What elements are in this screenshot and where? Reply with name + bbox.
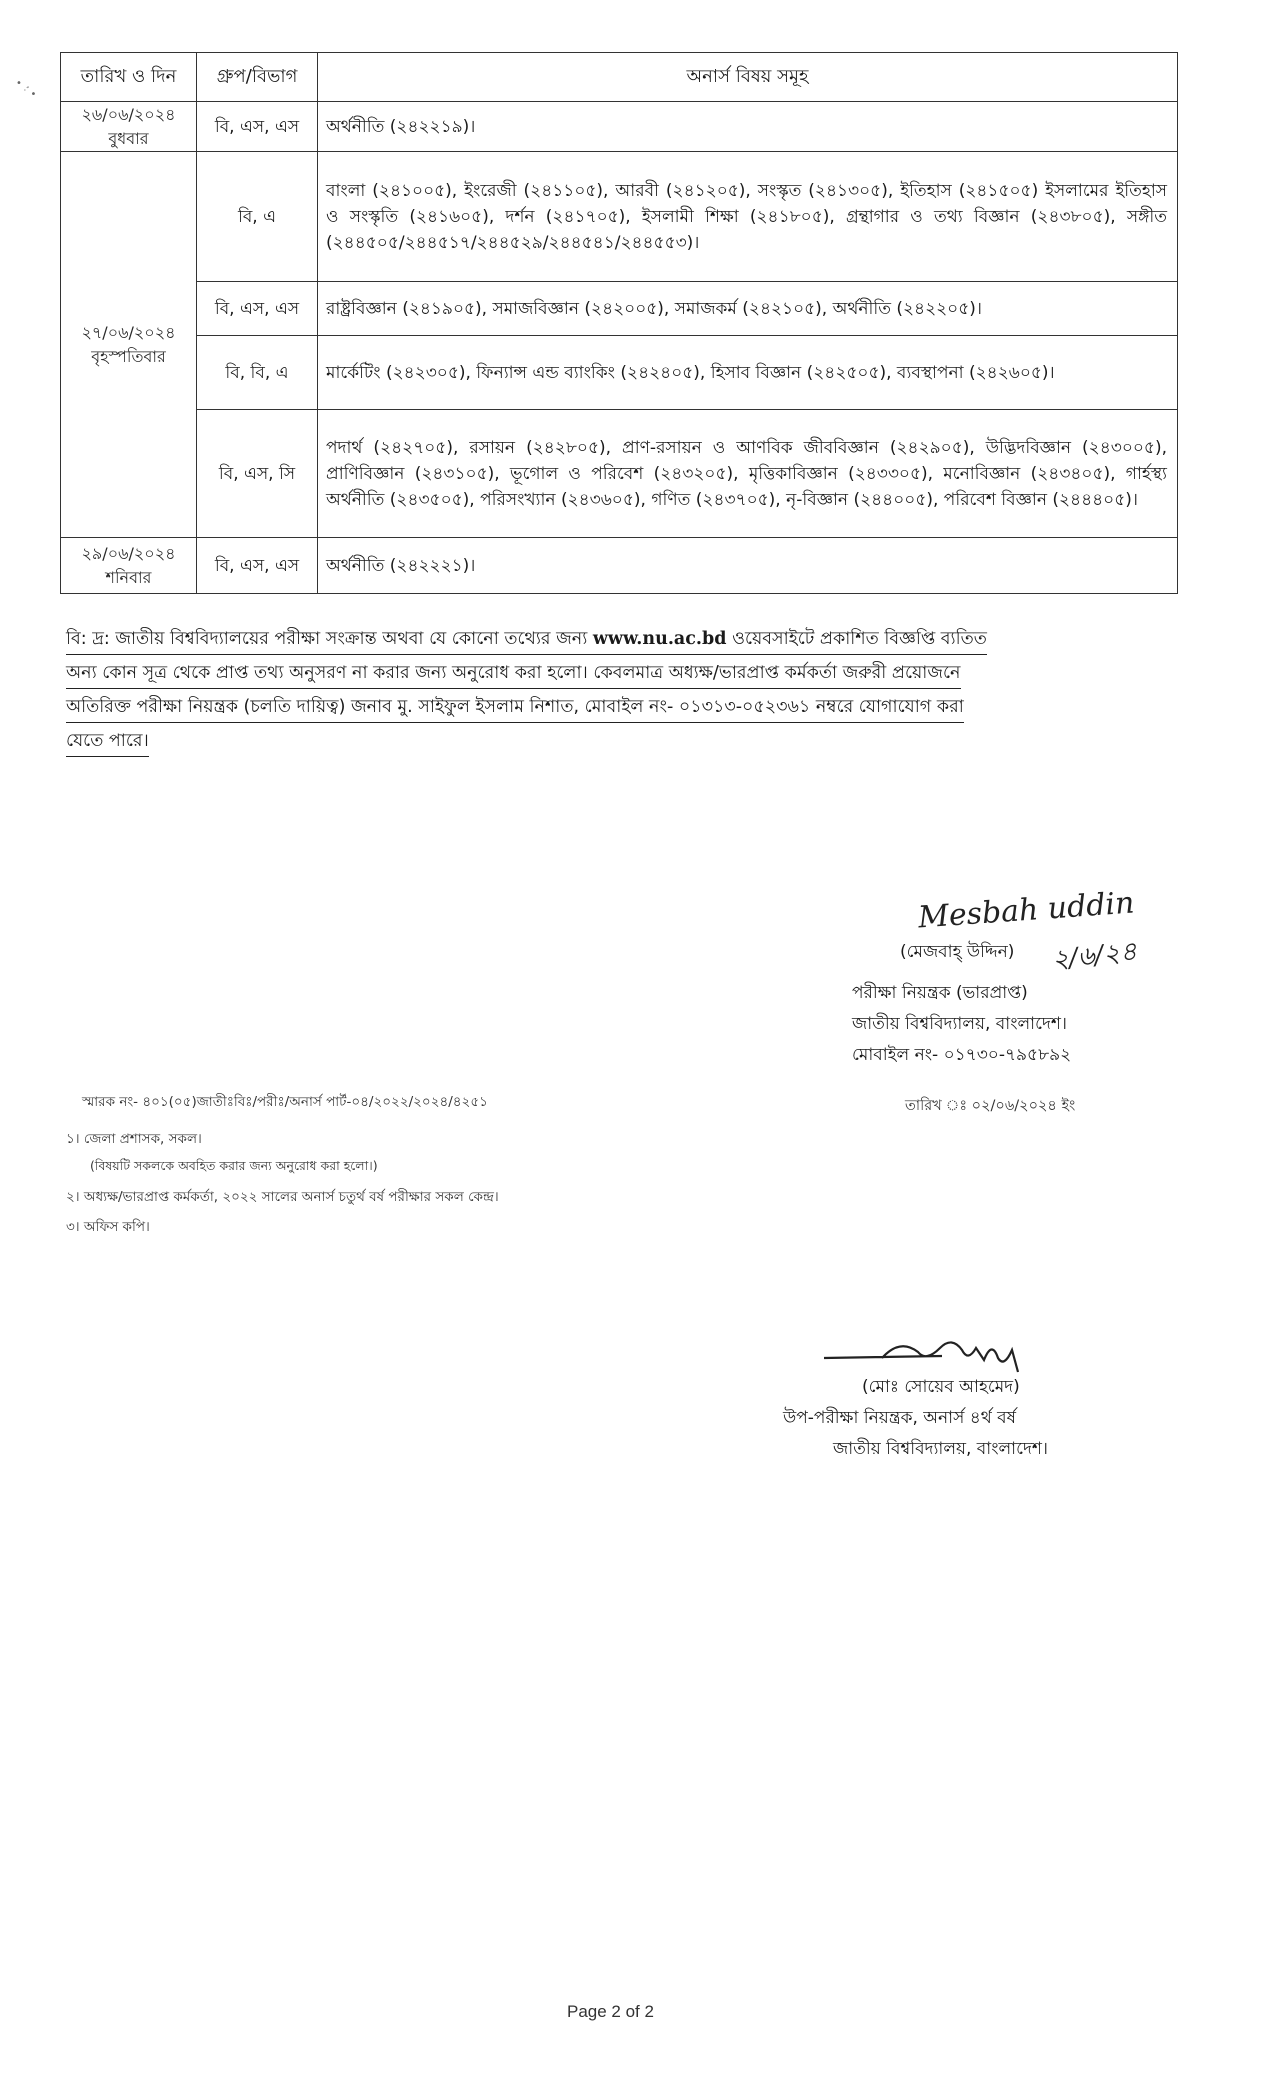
note-text: ওয়েবসাইটে প্রকাশিত বিজ্ঞপ্তি ব্যতিত <box>732 629 987 649</box>
handwritten-date: ২/৬/২৪ <box>1050 936 1139 976</box>
note-line-1 <box>66 624 987 655</box>
header-group: গ্রুপ/বিভাগ <box>197 53 318 102</box>
notice-note <box>66 624 1176 760</box>
group-cell: বি, এস, সি <box>197 410 318 538</box>
table-row <box>61 102 1178 152</box>
group-cell: বি, এ <box>197 152 318 282</box>
group-cell: বি, এস, এস <box>197 538 318 594</box>
group-cell: বি, এস, এস <box>197 282 318 336</box>
group-cell: বি, এস, এস <box>197 102 318 152</box>
page-number: Page 2 of 2 <box>567 2002 654 2021</box>
memo-item: ৩। অফিস কপি। <box>66 1219 150 1235</box>
subjects-cell: মার্কেটিং (২৪২৩০৫), ফিন্যান্স এন্ড ব্যাংকিং (২৪২৪০৫), হিসাব বিজ্ঞান (২৪২৫০৫), ব্যবস্থাপনা (২৪২৬০৫)। <box>318 336 1178 410</box>
table-header-row <box>61 53 1178 102</box>
subjects-cell: অর্থনীতি (২৪২২১৯)। <box>318 102 1178 152</box>
day-text: বুধবার <box>108 128 149 148</box>
subjects-cell: বাংলা (২৪১০০৫), ইংরেজী (২৪১১০৫), আরবী (২৪১২০৫), সংস্কৃত (২৪১৩০৫), ইতিহাস (২৪১৫০৫) ইসলামের ইতিহাস ও সংস্কৃতি (২৪১৬০৫), দর্শন (২৪১৭০৫), ইসলামী শিক্ষা (২৪১৮০৫), গ্রন্থাগার ও তথ্য বিজ্ঞান (২৪৩৮০৫), সঙ্গীত (২৪৪৫০৫/২৪৪৫১৭/২৪৪৫২৯/২৪৪৫৪১/২৪৪৫৫৩)। <box>318 152 1178 282</box>
exam-schedule-table <box>60 52 1178 594</box>
table-row <box>61 336 1178 410</box>
date-cell <box>61 538 197 594</box>
date-cell <box>61 102 197 152</box>
day-text: শনিবার <box>105 567 152 587</box>
table-row <box>61 152 1178 282</box>
group-cell: বি, বি, এ <box>197 336 318 410</box>
signatory-title: পরীক্ষা নিয়ন্ত্রক (ভারপ্রাপ্ত) <box>852 983 1028 1003</box>
memo-item: ১। জেলা প্রশাসক, সকল। <box>66 1131 202 1147</box>
table-row <box>61 410 1178 538</box>
handwritten-signature: Mesbah uddin <box>917 885 1136 936</box>
subjects-cell: পদার্থ (২৪২৭০৫), রসায়ন (২৪২৮০৫), প্রাণ-রসায়ন ও আণবিক জীববিজ্ঞান (২৪২৯০৫), উদ্ভিদবিজ্ঞান (২৪৩০০৫), প্রাণিবিজ্ঞান (২৪৩১০৫), ভূগোল ও পরিবেশ (২৪৩২০৫), মৃত্তিকাবিজ্ঞান (২৪৩৩০৫), মনোবিজ্ঞান (২৪৩৪০৫), গার্হস্থ্য অর্থনীতি (২৪৩৫০৫), পরিসংখ্যান (২৪৩৬০৫), গণিত (২৪৩৭০৫), নৃ-বিজ্ঞান (২৪৪০০৫), পরিবেশ বিজ্ঞান (২৪৪৪০৫)। <box>318 410 1178 538</box>
memo-item-note: (বিষয়টি সকলকে অবহিত করার জন্য অনুরোধ করা হলো।) <box>90 1158 378 1173</box>
date-text: ২৬/০৬/২০২৪ <box>81 104 176 124</box>
header-subjects: অনার্স বিষয় সমূহ <box>318 53 1178 102</box>
scan-marks: • ¸ ˙ • <box>16 78 37 100</box>
note-label: বি: দ্র: <box>66 629 110 649</box>
signatory-mobile: মোবাইল নং- ০১৭৩০-৭৯৫৮৯২ <box>852 1045 1072 1065</box>
note-text: জাতীয় বিশ্ববিদ্যালয়ের পরীক্ষা সংক্রান্ত অথবা যে কোনো তথ্যের জন্য <box>115 629 588 649</box>
date-cell <box>61 152 197 538</box>
table-row <box>61 282 1178 336</box>
memo-reference: স্মারক নং- ৪০১(০৫)জাতীঃবিঃ/পরীঃ/অনার্স পার্ট-০৪/২০২২/২০২৪/৪২৫১ <box>82 1094 488 1110</box>
deputy-title: উপ-পরীক্ষা নিয়ন্ত্রক, অনার্স ৪র্থ বর্ষ <box>783 1408 1017 1428</box>
website-link[interactable]: www.nu.ac.bd <box>592 629 727 649</box>
signatory-org: জাতীয় বিশ্ববিদ্যালয়, বাংলাদেশ। <box>852 1014 1068 1034</box>
deputy-name: (মোঃ সোয়েব আহমেদ) <box>862 1377 1020 1397</box>
date-text: ২৭/০৬/২০২৪ <box>81 322 176 342</box>
note-line-3: অতিরিক্ত পরীক্ষা নিয়ন্ত্রক (চলতি দায়িত্ব) জনাব মু. সাইফুল ইসলাম নিশাত, মোবাইল নং- ০১৩১৩-০৫২৩৬১ নম্বরে যোগাযোগ করা <box>66 692 964 723</box>
note-line-2: অন্য কোন সূত্র থেকে প্রাপ্ত তথ্য অনুসরণ না করার জন্য অনুরোধ করা হলো। কেবলমাত্র অধ্যক্ষ/ভারপ্রাপ্ত কর্মকর্তা জরুরী প্রয়োজনে <box>66 658 961 689</box>
table-row <box>61 538 1178 594</box>
memo-item: ২। অধ্যক্ষ/ভারপ্রাপ্ত কর্মকর্তা, ২০২২ সালের অনার্স চতুর্থ বর্ষ পরীক্ষার সকল কেন্দ্র। <box>66 1189 499 1205</box>
subjects-cell: রাষ্ট্রবিজ্ঞান (২৪১৯০৫), সমাজবিজ্ঞান (২৪২০০৫), সমাজকর্ম (২৪২১০৫), অর্থনীতি (২৪২২০৫)। <box>318 282 1178 336</box>
memo-date: তারিখ ঃ ০২/০৬/২০২৪ ইং <box>905 1098 1076 1114</box>
note-line-4: যেতে পারে। <box>66 726 149 757</box>
header-date: তারিখ ও দিন <box>61 53 197 102</box>
signatory-name: (মেজবাহ্‌ উদ্দিন) <box>900 942 1015 962</box>
subjects-cell: অর্থনীতি (২৪২২২১)। <box>318 538 1178 594</box>
day-text: বৃহস্পতিবার <box>91 346 166 366</box>
deputy-org: জাতীয় বিশ্ববিদ্যালয়, বাংলাদেশ। <box>833 1439 1049 1459</box>
date-text: ২৯/০৬/২০২৪ <box>81 543 176 563</box>
